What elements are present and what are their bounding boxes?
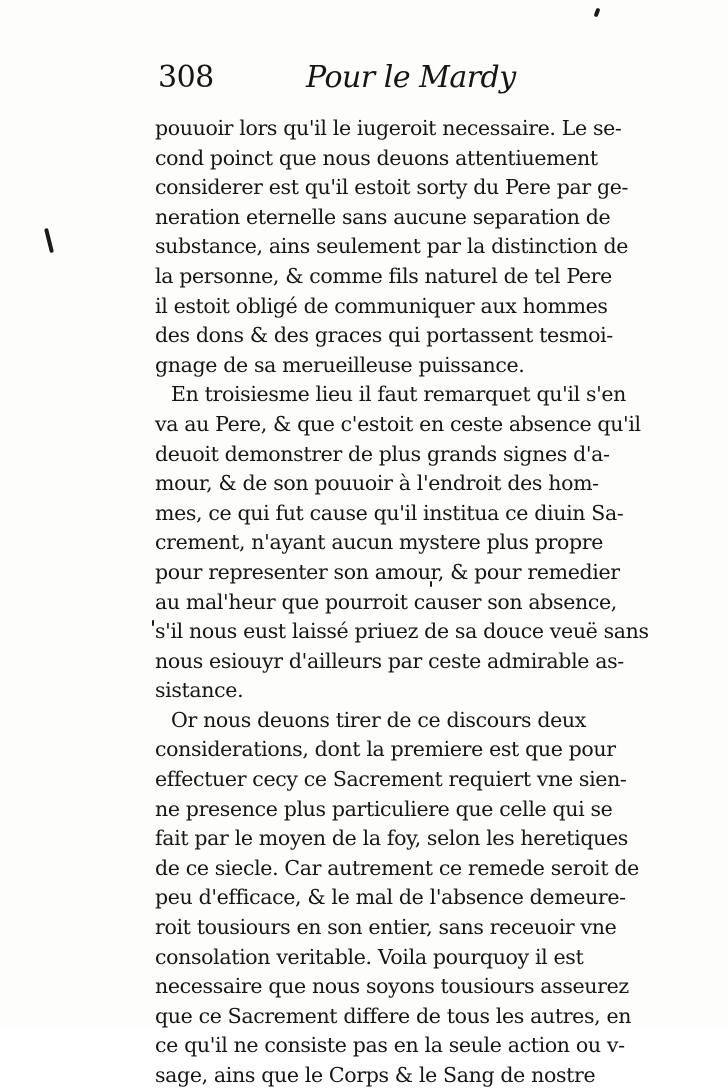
text-line: va au Pere, & que c'estoit en ceste absence qu'il [155, 411, 641, 436]
text-line: au mal'heur que pourroit causer son absence, [155, 589, 617, 614]
text-line: considerations, dont la premiere est que pour [155, 737, 616, 762]
text-line: pour representer son amour, & pour remedier [155, 559, 620, 584]
paragraph-start-line: En troisiesme lieu il faut remarquet qu'il s'en [171, 382, 627, 407]
text-line: la personne, & comme fils naturel de tel Pere [155, 263, 612, 288]
text-line: que ce Sacrement differe de tous les autres, en [155, 1003, 632, 1028]
text-line: mes, ce qui fut cause qu'il institua ce diuin Sa- [155, 500, 624, 525]
text-line: nous esiouyr d'ailleurs par ceste admirable as- [155, 648, 624, 673]
margin-ink-mark [44, 228, 54, 253]
text-line: gnage de sa merueilleuse puissance. [155, 352, 525, 377]
text-line: roit tousiours en son entier, sans receuoir vne [155, 915, 617, 940]
text-line: effectuer cecy ce Sacrement requiert vne sien- [155, 767, 627, 792]
text-line: ne presence plus particuliere que celle qui se [155, 796, 613, 821]
text-line: sage, ains que le Corps & le Sang de nostre [155, 1063, 596, 1087]
ink-speck [152, 620, 154, 626]
text-line: des dons & des graces qui portassent tesmoi- [155, 323, 613, 348]
text-line: ce qu'il ne consiste pas en la seule action ou v- [155, 1033, 625, 1058]
body-text [155, 114, 649, 1091]
ink-speck [594, 8, 601, 18]
text-line: mour, & de son pouuoir à l'endroit des hom- [155, 471, 599, 496]
page-header [158, 58, 578, 98]
text-line: consolation veritable. Voila pourquoy il est [155, 944, 584, 969]
text-line: deuoit demonstrer de plus grands signes d'a- [155, 441, 610, 466]
text-line: s'il nous eust laissé priuez de sa douce veuë sans [155, 619, 649, 644]
text-line: considerer est qu'il estoit sorty du Pere par ge- [155, 175, 629, 200]
text-line: necessaire que nous soyons tousiours asseurez [155, 974, 629, 999]
text-line: cond poinct que nous deuons attentiuement [155, 145, 598, 170]
text-line: de ce siecle. Car autrement ce remede seroit de [155, 855, 639, 880]
text-line: fait par le moyen de la foy, selon les heretiques [155, 826, 628, 851]
page-number: 308 [158, 60, 214, 95]
text-line: substance, ains seulement par la distinction de [155, 234, 629, 259]
text-line: neration eternelle sans aucune separation de [155, 204, 611, 229]
text-line: pouuoir lors qu'il le iugeroit necessaire. Le se- [155, 116, 622, 140]
running-head: Pour le Mardy [306, 60, 516, 95]
text-line: peu d'efficace, & le mal de l'absence demeure- [155, 885, 626, 910]
paragraph-start-line: Or nous deuons tirer de ce discours deux [171, 707, 586, 732]
text-line: sistance. [155, 678, 244, 703]
text-line: crement, n'ayant aucun mystere plus propre [155, 530, 604, 555]
text-line: il estoit obligé de communiquer aux hommes [155, 293, 608, 318]
